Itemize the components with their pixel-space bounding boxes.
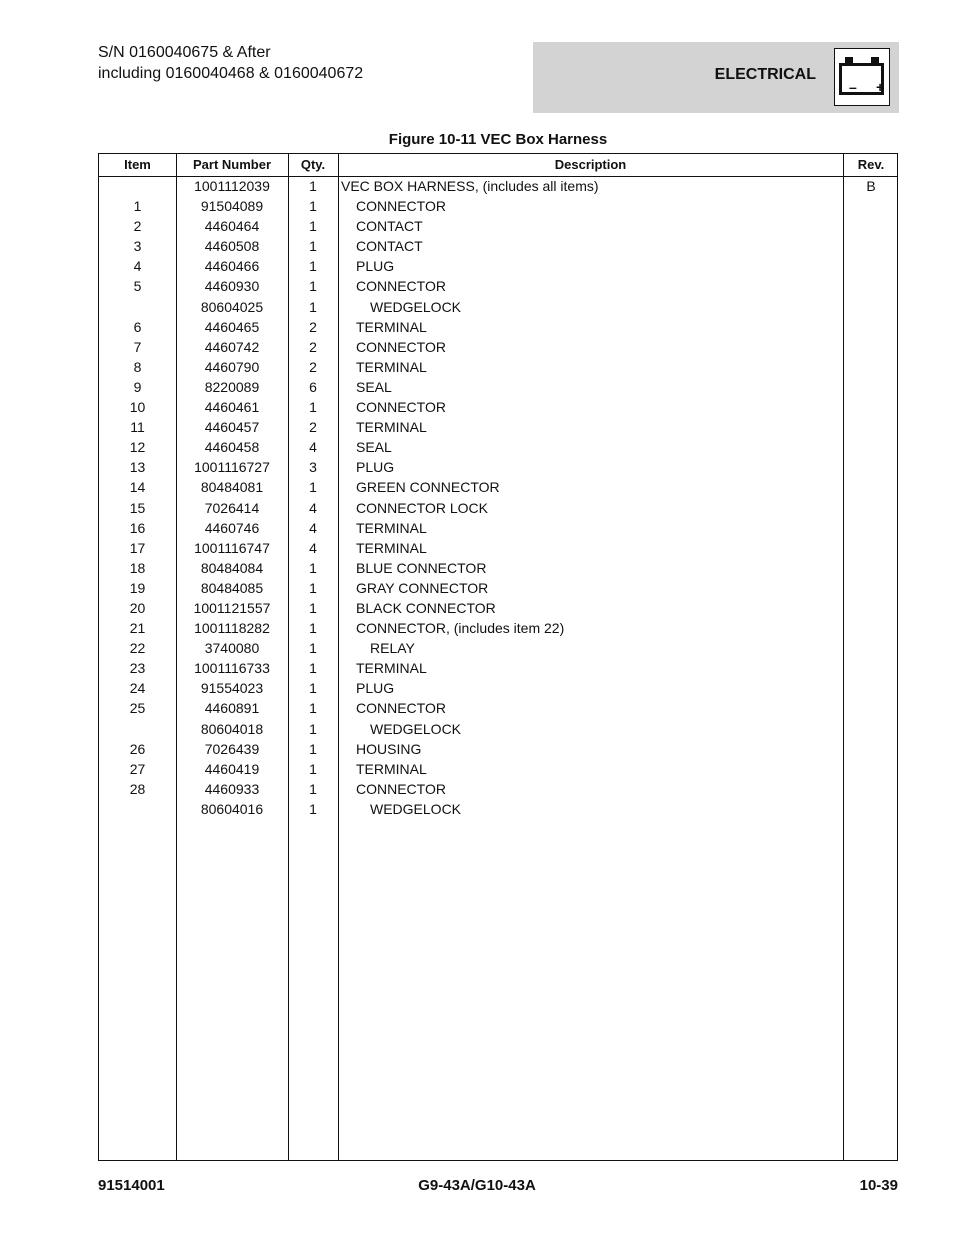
qty-cell: 1 bbox=[309, 700, 317, 717]
part-number-cell: 4460466 bbox=[204, 258, 260, 275]
table-row bbox=[99, 638, 897, 658]
qty-cell: 2 bbox=[309, 358, 317, 375]
item-cell: 3 bbox=[133, 238, 142, 255]
qty-cell: 1 bbox=[309, 620, 317, 637]
item-cell: 27 bbox=[129, 760, 146, 777]
qty-cell: 1 bbox=[309, 680, 317, 697]
description-cell: GRAY CONNECTOR bbox=[356, 579, 489, 596]
part-number-cell: 80604018 bbox=[200, 720, 264, 737]
item-cell: 6 bbox=[133, 318, 142, 335]
part-number-cell: 4460458 bbox=[204, 439, 260, 456]
table-row bbox=[99, 357, 897, 377]
footer-page-number: 10-39 bbox=[859, 1177, 898, 1194]
description-cell: PLUG bbox=[356, 459, 395, 476]
table-row bbox=[99, 457, 897, 477]
part-number-cell: 4460933 bbox=[204, 780, 260, 797]
plus-sign: + bbox=[876, 79, 885, 95]
part-number-cell: 1001116747 bbox=[194, 539, 270, 556]
qty-cell: 1 bbox=[309, 278, 317, 295]
part-number-cell: 4460891 bbox=[204, 700, 260, 717]
description-cell: CONNECTOR bbox=[356, 278, 446, 295]
table-row bbox=[99, 739, 897, 759]
item-cell: 17 bbox=[129, 539, 146, 556]
description-cell: CONNECTOR bbox=[356, 780, 446, 797]
item-cell: 23 bbox=[129, 660, 146, 677]
description-cell: TERMINAL bbox=[356, 358, 427, 375]
footer-part-number: 91514001 bbox=[98, 1177, 165, 1194]
table-row bbox=[99, 417, 897, 437]
table-row bbox=[99, 799, 897, 819]
item-cell: 15 bbox=[129, 499, 146, 516]
qty-cell: 3 bbox=[309, 459, 317, 476]
item-cell: 14 bbox=[129, 479, 146, 496]
description-cell: CONNECTOR bbox=[356, 700, 446, 717]
qty-cell: 1 bbox=[309, 178, 317, 194]
table-row bbox=[99, 297, 897, 317]
column-header-description: Description bbox=[554, 157, 627, 172]
description-cell: VEC BOX HARNESS, (includes all items) bbox=[341, 178, 599, 194]
part-number-cell: 8220089 bbox=[204, 378, 260, 395]
qty-cell: 1 bbox=[309, 740, 317, 757]
table-row bbox=[99, 397, 897, 417]
part-number-cell: 1001118282 bbox=[194, 620, 270, 637]
table-row bbox=[99, 317, 897, 337]
table-row bbox=[99, 678, 897, 698]
description-cell: TERMINAL bbox=[356, 539, 427, 556]
table-row bbox=[99, 558, 897, 578]
table-row bbox=[99, 176, 897, 196]
description-cell: TERMINAL bbox=[356, 660, 427, 677]
battery-body bbox=[839, 63, 884, 95]
part-number-cell: 4460742 bbox=[204, 338, 260, 355]
description-cell: TERMINAL bbox=[356, 318, 427, 335]
item-cell: 11 bbox=[130, 419, 145, 436]
qty-cell: 1 bbox=[309, 780, 317, 797]
column-header-rev: Rev. bbox=[857, 157, 885, 172]
qty-cell: 2 bbox=[309, 318, 317, 335]
qty-cell: 1 bbox=[309, 559, 317, 576]
table-row bbox=[99, 578, 897, 598]
description-cell: BLACK CONNECTOR bbox=[356, 599, 496, 616]
part-number-cell: 1001112039 bbox=[194, 178, 270, 194]
qty-cell: 1 bbox=[309, 238, 317, 255]
item-cell: 16 bbox=[129, 519, 146, 536]
qty-cell: 4 bbox=[309, 499, 317, 516]
qty-cell: 1 bbox=[309, 198, 317, 215]
description-cell: WEDGELOCK bbox=[370, 800, 462, 817]
table-row bbox=[99, 236, 897, 256]
table-row bbox=[99, 698, 897, 718]
description-cell: CONTACT bbox=[356, 218, 423, 235]
description-cell: PLUG bbox=[356, 258, 395, 275]
battery-icon bbox=[834, 48, 890, 106]
rev-cell: B bbox=[866, 178, 876, 194]
qty-cell: 1 bbox=[309, 599, 317, 616]
item-cell: 1 bbox=[133, 198, 142, 215]
item-cell: 21 bbox=[129, 620, 146, 637]
qty-cell: 4 bbox=[309, 439, 317, 456]
item-cell: 5 bbox=[133, 278, 142, 295]
qty-cell: 1 bbox=[309, 800, 317, 817]
description-cell: TERMINAL bbox=[356, 419, 427, 436]
item-cell: 12 bbox=[129, 439, 146, 456]
qty-cell: 1 bbox=[309, 218, 317, 235]
item-cell: 18 bbox=[129, 559, 146, 576]
item-cell: 4 bbox=[133, 258, 142, 275]
part-number-cell: 4460457 bbox=[204, 419, 260, 436]
table-body bbox=[99, 176, 897, 819]
part-number-cell: 4460464 bbox=[204, 218, 260, 235]
part-number-cell: 91554023 bbox=[200, 680, 264, 697]
description-cell: CONNECTOR bbox=[356, 338, 446, 355]
table-row bbox=[99, 377, 897, 397]
serial-line-1: S/N 0160040675 & After bbox=[98, 44, 271, 61]
table-row bbox=[99, 518, 897, 538]
description-cell: CONNECTOR LOCK bbox=[356, 499, 488, 516]
table-row bbox=[99, 779, 897, 799]
qty-cell: 2 bbox=[309, 419, 317, 436]
qty-cell: 1 bbox=[309, 720, 317, 737]
qty-cell: 1 bbox=[309, 760, 317, 777]
qty-cell: 4 bbox=[309, 539, 317, 556]
minus-sign: – bbox=[849, 79, 857, 95]
item-cell: 2 bbox=[133, 218, 142, 235]
qty-cell: 1 bbox=[309, 479, 317, 496]
table-row bbox=[99, 477, 897, 497]
description-cell: CONNECTOR, (includes item 22) bbox=[356, 620, 565, 637]
item-cell: 25 bbox=[129, 700, 146, 717]
qty-cell: 1 bbox=[309, 399, 317, 416]
table-row bbox=[99, 719, 897, 739]
part-number-cell: 80484081 bbox=[200, 479, 264, 496]
item-cell: 8 bbox=[133, 358, 142, 375]
qty-cell: 1 bbox=[309, 298, 317, 315]
description-cell: BLUE CONNECTOR bbox=[356, 559, 487, 576]
table-row bbox=[99, 538, 897, 558]
column-header-part-number: Part Number bbox=[192, 157, 272, 172]
item-cell: 24 bbox=[129, 680, 146, 697]
qty-cell: 4 bbox=[309, 519, 317, 536]
table-row bbox=[99, 337, 897, 357]
item-cell: 28 bbox=[129, 780, 146, 797]
part-number-cell: 1001116727 bbox=[194, 459, 270, 476]
table-row bbox=[99, 618, 897, 638]
part-number-cell: 4460465 bbox=[204, 318, 260, 335]
table-row bbox=[99, 437, 897, 457]
part-number-cell: 80484084 bbox=[200, 559, 264, 576]
item-cell: 20 bbox=[129, 599, 146, 616]
description-cell: PLUG bbox=[356, 680, 395, 697]
item-cell: 19 bbox=[129, 579, 146, 596]
part-number-cell: 1001121557 bbox=[193, 599, 271, 616]
part-number-cell: 80604025 bbox=[200, 298, 264, 315]
table-row bbox=[99, 598, 897, 618]
part-number-cell: 4460930 bbox=[204, 278, 260, 295]
part-number-cell: 3740080 bbox=[204, 640, 260, 657]
section-title: ELECTRICAL bbox=[714, 66, 816, 83]
description-cell: CONTACT bbox=[356, 238, 423, 255]
description-cell: SEAL bbox=[356, 378, 392, 395]
description-cell: TERMINAL bbox=[356, 519, 427, 536]
item-cell: 22 bbox=[129, 640, 146, 657]
serial-line-2: including 0160040468 & 0160040672 bbox=[98, 65, 364, 82]
section-header bbox=[533, 42, 899, 113]
description-cell: HOUSING bbox=[356, 740, 422, 757]
part-number-cell: 4460746 bbox=[204, 519, 260, 536]
description-cell: CONNECTOR bbox=[356, 198, 446, 215]
part-number-cell: 4460508 bbox=[204, 238, 260, 255]
item-cell: 7 bbox=[133, 338, 142, 355]
part-number-cell: 7026439 bbox=[204, 740, 260, 757]
qty-cell: 1 bbox=[309, 579, 317, 596]
description-cell: TERMINAL bbox=[356, 760, 427, 777]
table-row bbox=[99, 216, 897, 236]
part-number-cell: 4460790 bbox=[204, 358, 260, 375]
part-number-cell: 1001116733 bbox=[194, 660, 270, 677]
column-header-qty: Qty. bbox=[300, 157, 326, 172]
table-row bbox=[99, 196, 897, 216]
qty-cell: 1 bbox=[309, 258, 317, 275]
description-cell: WEDGELOCK bbox=[370, 298, 462, 315]
part-number-cell: 4460461 bbox=[204, 399, 260, 416]
table-row bbox=[99, 256, 897, 276]
description-cell: CONNECTOR bbox=[356, 399, 446, 416]
serial-number-block bbox=[98, 42, 363, 84]
part-number-cell: 7026414 bbox=[204, 499, 260, 516]
figure-title: Figure 10-11 VEC Box Harness bbox=[388, 131, 608, 148]
qty-cell: 1 bbox=[309, 640, 317, 657]
description-cell: SEAL bbox=[356, 439, 392, 456]
item-cell: 10 bbox=[129, 399, 146, 416]
column-header-item: Item bbox=[124, 157, 151, 172]
qty-cell: 6 bbox=[309, 378, 317, 395]
description-cell: WEDGELOCK bbox=[370, 720, 462, 737]
item-cell: 26 bbox=[129, 740, 146, 757]
footer-model: G9-43A/G10-43A bbox=[418, 1177, 536, 1194]
item-cell: 9 bbox=[133, 378, 142, 395]
part-number-cell: 80604016 bbox=[200, 800, 264, 817]
table-row bbox=[99, 759, 897, 779]
table-row bbox=[99, 276, 897, 296]
part-number-cell: 4460419 bbox=[204, 760, 260, 777]
part-number-cell: 91504089 bbox=[200, 198, 264, 215]
description-cell: RELAY bbox=[370, 640, 415, 657]
part-number-cell: 80484085 bbox=[200, 579, 264, 596]
qty-cell: 1 bbox=[309, 660, 317, 677]
description-cell: GREEN CONNECTOR bbox=[356, 479, 500, 496]
item-cell: 13 bbox=[129, 459, 146, 476]
table-row bbox=[99, 658, 897, 678]
parts-table bbox=[98, 153, 898, 1161]
table-row bbox=[99, 498, 897, 518]
qty-cell: 2 bbox=[309, 338, 317, 355]
